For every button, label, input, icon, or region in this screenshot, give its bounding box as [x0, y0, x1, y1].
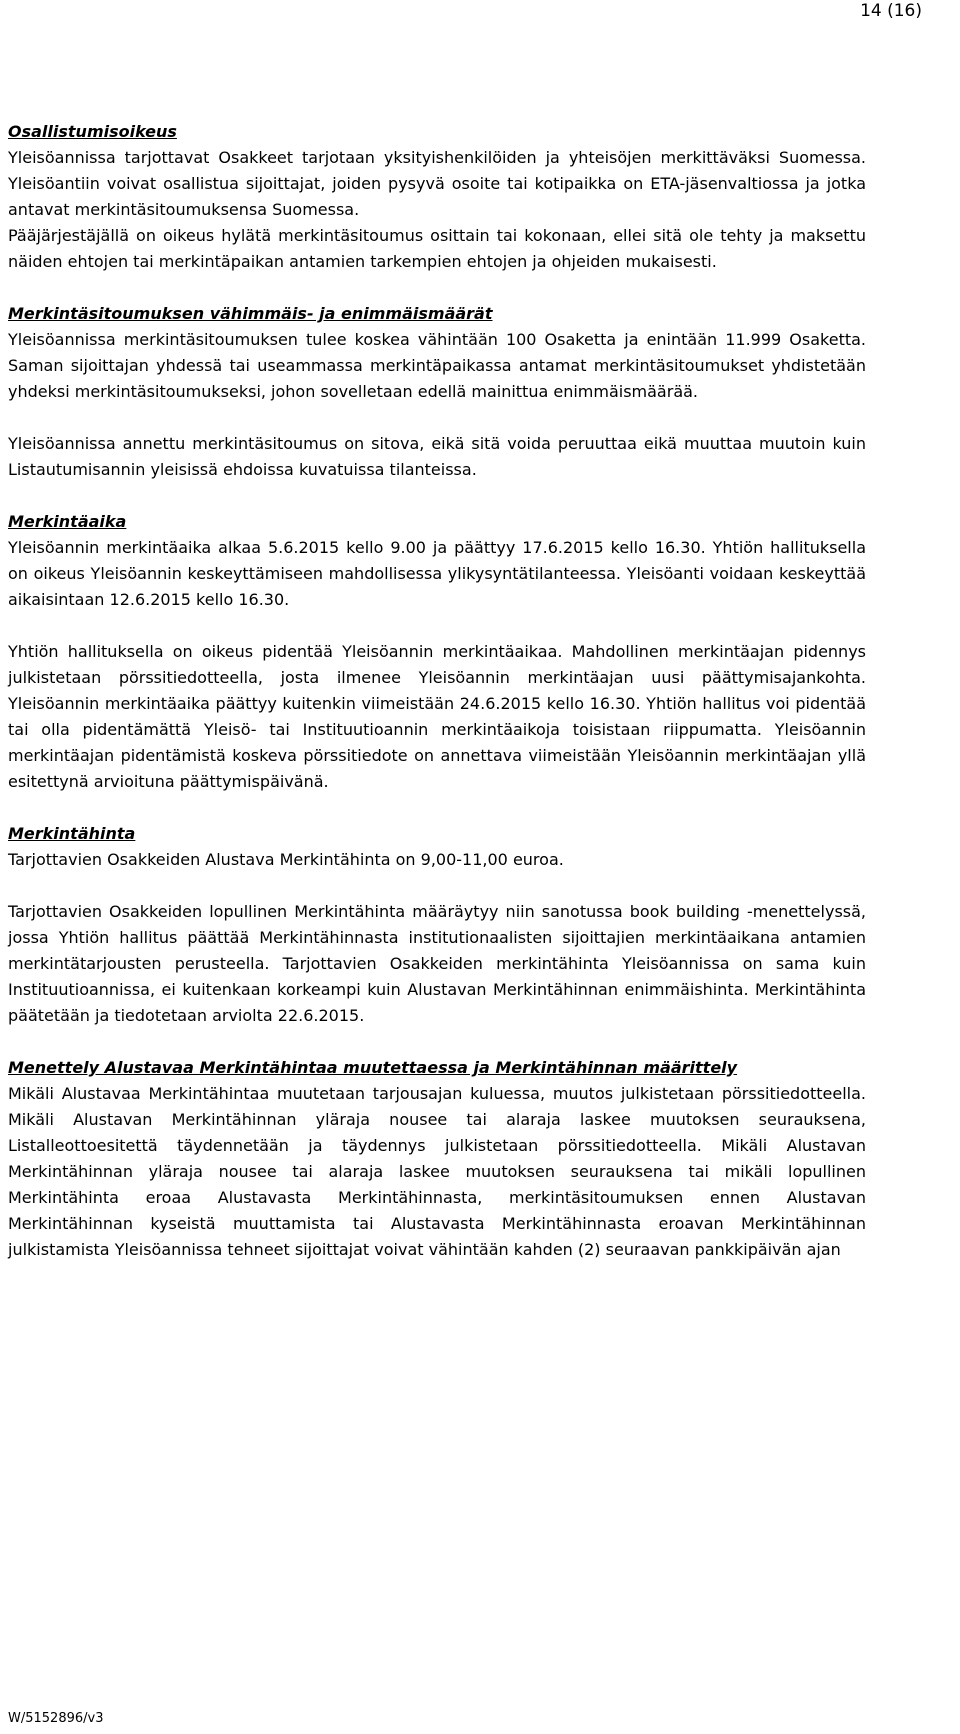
- paragraph: Yleisöannin merkintäaika alkaa 5.6.2015 kello 9.00 ja päättyy 17.6.2015 kello 16.30. Yhtiön hallituksella on oikeus Yleisöannin keskeyttämiseen mahdollisessa ylikysyntätilanteessa. Yleisöanti voidaan keskeyttää aikaisintaan 12.6.2015 kello 16.30.: [8, 538, 866, 609]
- section-heading-vahimmais: Merkintäsitoumuksen vähimmäis- ja enimmäismäärät: [8, 304, 493, 323]
- paragraph: Tarjottavien Osakkeiden lopullinen Merkintähinta määräytyy niin sanotussa book building -menettelyssä, jossa Yhtiön hallitus päättää Merkintähinnasta institutionaalisten sijoittajien merkintäaikana antamien merkintätarjousten perusteella. Tarjottavien Osakkeiden merkintähinta Yleisöannissa on sama kuin Instituutioannissa, ei kuitenkaan korkeampi kuin Alustavan Merkintähinnan enimmäishinta. Merkintähinta päätetään ja tiedotetaan arviolta 22.6.2015.: [8, 902, 866, 1025]
- document-reference: W/5152896/v3: [8, 1711, 104, 1726]
- paragraph: Yleisöannissa annettu merkintäsitoumus on sitova, eikä sitä voida peruuttaa eikä muuttaa muutoin kuin Listautumisannin yleisissä ehdoissa kuvatuissa tilanteissa.: [8, 434, 866, 479]
- document-body: [8, 119, 866, 1263]
- paragraph: Yleisöannissa merkintäsitoumuksen tulee koskea vähintään 100 Osaketta ja enintään 11.999 Osaketta. Saman sijoittajan yhdessä tai useammassa merkintäpaikassa antamat merkintäsitoumukset yhdistetään yhdeksi merkintäsitoumukseksi, johon sovelletaan edellä mainittua enimmäismäärää.: [8, 330, 866, 401]
- section-heading-merkintaaika: Merkintäaika: [8, 512, 127, 531]
- paragraph: Yleisöannissa tarjottavat Osakkeet tarjotaan yksityishenkilöiden ja yhteisöjen merkittäväksi Suomessa. Yleisöantiin voivat osallistua sijoittajat, joiden pysyvä osoite tai kotipaikka on ETA-jäsenvaltiossa ja jotka antavat merkintäsitoumuksensa Suomessa.: [8, 148, 866, 219]
- section-heading-osallistumisoikeus: Osallistumisoikeus: [8, 122, 177, 141]
- paragraph: Tarjottavien Osakkeiden Alustava Merkintähinta on 9,00-11,00 euroa.: [8, 850, 564, 869]
- page-number: 14 (16): [860, 1, 922, 21]
- section-heading-menettely: Menettely Alustavaa Merkintähintaa muutettaessa ja Merkintähinnan määrittely: [8, 1058, 738, 1077]
- paragraph: Pääjärjestäjällä on oikeus hylätä merkintäsitoumus osittain tai kokonaan, ellei sitä ole tehty ja maksettu näiden ehtojen tai merkintäpaikan antamien tarkempien ehtojen ja ohjeiden mukaisesti.: [8, 226, 866, 271]
- paragraph: Yhtiön hallituksella on oikeus pidentää Yleisöannin merkintäaikaa. Mahdollinen merkintäajan pidennys julkistetaan pörssitiedotteella, josta ilmenee Yleisöannin merkintäajan uusi päättymisajankohta. Yleisöannin merkintäaika päättyy kuitenkin viimeistään 24.6.2015 kello 16.30. Yhtiön hallitus voi pidentää tai olla pidentämättä Yleisö- tai Instituutioannin merkintäaikoja toisistaan riippumatta. Yleisöannin merkintäajan pidentämistä koskeva pörssitiedote on annettava viimeistään Yleisöannin merkintäajan yllä esitettynä arvioituna päättymispäivänä.: [8, 642, 866, 791]
- paragraph: Mikäli Alustavaa Merkintähintaa muutetaan tarjousajan kuluessa, muutos julkistetaan pörssitiedotteella. Mikäli Alustavan Merkintähinnan yläraja nousee tai alaraja laskee muutoksen seurauksena, Listalleottoesitettä täydennetään ja täydennys julkistetaan pörssitiedotteella. Mikäli Alustavan Merkintähinnan yläraja nousee tai alaraja laskee muutoksen seurauksena tai mikäli lopullinen Merkintähinta eroaa Alustavasta Merkintähinnasta, merkintäsitoumuksen ennen Alustavan Merkintähinnan kyseistä muuttamista tai Alustavasta Merkintähinnasta eroavan Merkintähinnan julkistamista Yleisöannissa tehneet sijoittajat voivat vähintään kahden (2) seuraavan pankkipäivän ajan: [8, 1084, 866, 1259]
- section-heading-merkintahinta: Merkintähinta: [8, 824, 136, 843]
